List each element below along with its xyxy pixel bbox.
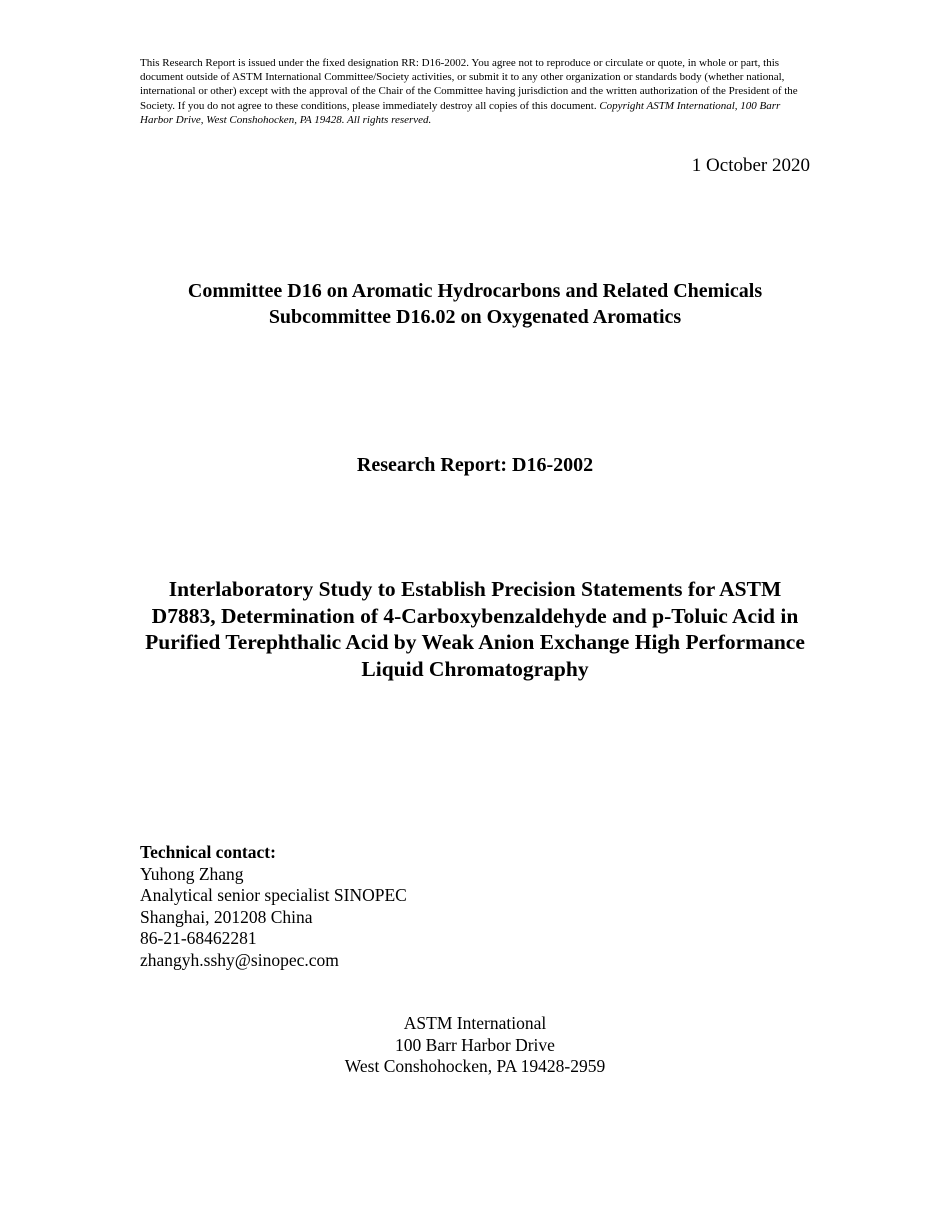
technical-contact [140, 842, 640, 971]
contact-phone: 86-21-68462281 [140, 928, 257, 948]
committee-name: Committee D16 on Aromatic Hydrocarbons and Related Chemicals [187, 280, 763, 302]
publisher-city: West Conshohocken, PA 19428-2959 [344, 1056, 606, 1076]
publisher-name: ASTM International [403, 1013, 547, 1033]
study-title: Interlaboratory Study to Establish Precision Statements for ASTM D7883, Determination of 4-Carboxybenzaldehyde and p-Toluic Acid in Purified Terephthalic Acid by Weak Anion Exchange High Performance Liquid Chromatography [145, 577, 805, 681]
distribution-notice [140, 56, 812, 127]
publisher-street: 100 Barr Harbor Drive [395, 1034, 555, 1055]
contact-heading: Technical contact: [140, 842, 276, 862]
copyright-text: Copyright ASTM International, 100 Barr Harbor Drive, West Conshohocken, PA 19428. All rights reserved. [140, 99, 781, 126]
contact-name: Yuhong Zhang [140, 863, 244, 884]
contact-position: Analytical senior specialist SINOPEC [140, 885, 407, 905]
committee-heading [0, 279, 950, 330]
contact-location: Shanghai, 201208 China [140, 906, 313, 927]
contact-email: zhangyh.sshy@sinopec.com [140, 949, 339, 970]
notice-text: This Research Report is issued under the fixed designation RR: D16-2002. You agree not to reproduce or circulate or quote, in whole or part, this document outside of ASTM International Committee/Society activities, or submit it to any other organization or standards body (whether national, international or other) except with the approval of the Chair of the Committee having jurisdiction and the written authorization of the President of the Society. If you do not agree to these conditions, please immediately destroy all copies of this document. [140, 57, 798, 112]
subcommittee-name: Subcommittee D16.02 on Oxygenated Aromatics [268, 305, 682, 328]
publisher-address [0, 1013, 950, 1078]
report-number: Research Report: D16-2002 [356, 454, 594, 476]
report-date: 1 October 2020 [691, 155, 810, 176]
